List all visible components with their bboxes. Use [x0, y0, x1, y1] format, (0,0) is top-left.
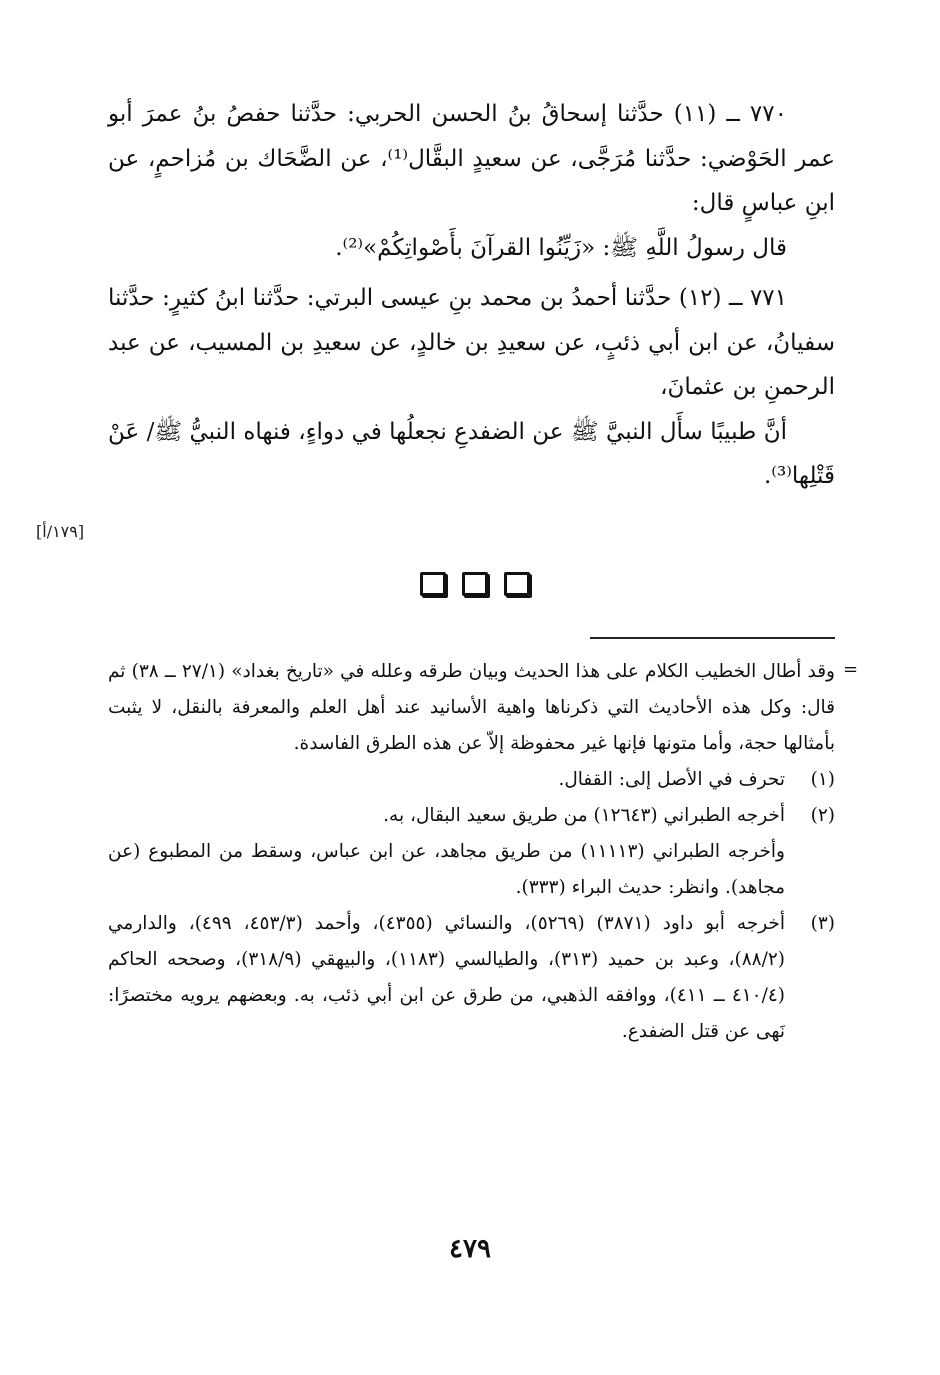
footnote-2-continuation: وأخرجه الطبراني (١١١١٣) من طريق مجاهد، عن ابن عباس، وسقط من المطبوع (عن مجاهد). وانظر: حديث البراء (٣٣٣). [108, 841, 785, 898]
footnote-text: أخرجه أبو داود (٣٨٧١) (٥٢٦٩)، والنسائي (٤٣٥٥)، وأحمد (٤٥٣/٣، ٤٩٩)، والدارمي (٨٨/٢)، وعبد بن حميد (٣١٣)، والطيالسي (١١٨٣)، والبيهقي (٣١٨/٩)، وصححه الحاكم (٤١٠/٤ ــ ٤١١)، ووافقه الذهبي، من طرق عن ابن أبي ذئب، به. وبعضهم يرويه مختصرًا: نَهى عن قتل الضفدع. [108, 913, 786, 1042]
footnote-number: (٢) [810, 805, 835, 826]
hadith-771-text: أنَّ طبيبًا سأَل النبيَّ ﷺ عن الضفدعِ نجعلُها في دواءٍ، فنهاه النبيُّ ﷺ/ عَنْ قَتْلِها⁽³⁾. [108, 418, 835, 489]
footnote-text: تحرف في الأصل إلى: القفال. [558, 769, 785, 790]
footnote-text: أخرجه الطبراني (١٢٦٤٣) من طريق سعيد البقال، به. [383, 805, 785, 826]
main-text-body [108, 92, 835, 499]
footnote-2 [108, 798, 835, 834]
divider-box-icon [504, 572, 530, 596]
page-number: ٤٧٩ [449, 1234, 491, 1264]
manuscript-folio-reference: [١٧٩/أ] [36, 522, 85, 541]
hadith-771-chain: ٧٧١ ــ (١٢) حدَّثنا أحمدُ بن محمد بنِ عيسى البرتي: حدَّثنا ابنُ كثيرٍ: حدَّثنا سفيانُ، عن ابن أبي ذئبٍ، عن سعيدِ بن خالدٍ، عن سعيدِ بن المسيب، عن عبد الرحمنِ بن عثمانَ، [108, 285, 835, 400]
footnotes-section [108, 654, 835, 1050]
footnote-separator [590, 637, 835, 639]
divider-box-icon [420, 572, 446, 596]
footnote-3 [108, 906, 835, 1050]
footnote-continuation-mark: = [843, 659, 859, 680]
footnote-number: (١) [810, 769, 835, 790]
footnote-1 [108, 762, 835, 798]
section-divider [420, 572, 530, 596]
footnote-continuation: وقد أطال الخطيب الكلام على هذا الحديث وبيان طرقه وعلله في «تاريخ بغداد» (٢٧/١ ــ ٣٨) ثم قال: وكل هذه الأحاديث التي ذكرناها واهية الأسانيد عند أهل العلم والمعرفة بالنقل، لا يثبت بأمثالها حجة، وأما متونها فإنها غير محفوظة إلاّ عن هذه الطرق الفاسدة. [108, 661, 835, 754]
divider-box-icon [462, 572, 488, 596]
hadith-770-text: قال رسولُ اللَّهِ ﷺ: «زَيِّنُوا القرآنَ بأَصْواتِكُمْ»⁽²⁾. [335, 234, 787, 261]
footnote-number: (٣) [810, 913, 835, 934]
hadith-770-chain: ٧٧٠ ــ (١١) حدَّثنا إسحاقُ بنُ الحسن الحربي: حدَّثنا حفصُ بنُ عمرَ أبو عمر الحَوْضي: حدَّثنا مُرَجَّى، عن سعيدٍ البقَّال⁽¹⁾، عن الضَّحَاك بن مُزاحمٍ، عن ابنِ عباسٍ قال: [108, 101, 835, 216]
